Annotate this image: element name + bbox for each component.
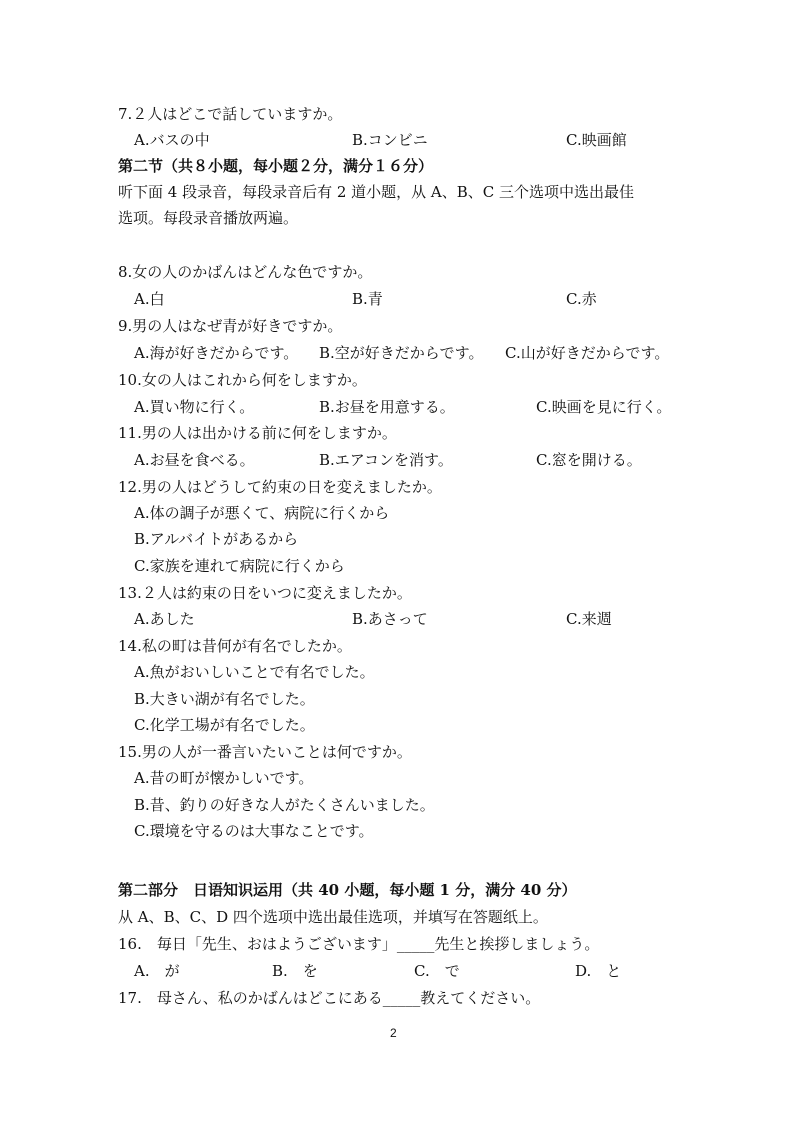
question-11-stem: 11.男の人は出かける前に何をしますか。 — [118, 424, 397, 442]
question-7-option-b: B.コンビニ — [352, 131, 428, 149]
question-9-stem: 9.男の人はなぜ青が好きですか。 — [118, 317, 343, 335]
question-14-option-c: C.化学工場が有名でした。 — [134, 716, 315, 734]
question-14-stem: 14.私の町は昔何が有名でしたか。 — [118, 637, 352, 655]
question-16-stem: 16. 毎日「先生、おはようございます」_____先生と挨拶しましょう。 — [118, 935, 600, 953]
question-9-option-b: B.空が好きだからです。 — [319, 344, 484, 362]
question-10-stem: 10.女の人はこれから何をしますか。 — [118, 371, 367, 389]
question-8-stem: 8.女の人のかばんはどんな色ですか。 — [118, 263, 373, 281]
question-10-option-b: B.お昼を用意する。 — [319, 398, 455, 416]
question-10-option-c: C.映画を見に行く。 — [536, 398, 672, 416]
question-14-option-a: A.魚がおいしいことで有名でした。 — [134, 663, 375, 681]
question-8-option-b: B.青 — [352, 290, 383, 308]
question-11-option-c: C.窓を開ける。 — [536, 451, 642, 469]
question-15-option-a: A.昔の町が懐かしいです。 — [134, 769, 314, 787]
question-15-stem: 15.男の人が一番言いたいことは何ですか。 — [118, 743, 412, 761]
page-number: 2 — [390, 1026, 397, 1040]
question-9-option-a: A.海が好きだからです。 — [134, 344, 299, 362]
question-12-stem: 12.男の人はどうして約束の日を変えましたか。 — [118, 478, 442, 496]
question-7-stem: 7.２人はどこで話していますか。 — [118, 105, 343, 123]
question-12-option-b: B.アルバイトがあるから — [134, 530, 299, 548]
question-13-option-b: B.あさって — [352, 610, 428, 628]
question-16-option-c: C. で — [414, 962, 460, 980]
question-10-option-a: A.買い物に行く。 — [134, 398, 255, 416]
question-9-option-c: C.山が好きだからです。 — [505, 344, 670, 362]
question-8-option-a: A.白 — [134, 290, 165, 308]
question-13-option-c: C.来週 — [566, 610, 612, 628]
question-16-option-b: B. を — [272, 962, 318, 980]
question-14-option-b: B.大きい湖が有名でした。 — [134, 690, 315, 708]
part-2-heading: 第二部分 日语知识运用（共 40 小题，每小题 1 分，满分 40 分） — [118, 881, 577, 899]
question-11-option-b: B.エアコンを消す。 — [319, 451, 453, 469]
question-15-option-c: C.環境を守るのは大事なことです。 — [134, 822, 374, 840]
section-2-heading: 第二节（共８小题，每小题２分，满分１６分） — [118, 157, 434, 175]
question-13-stem: 13.２人は約束の日をいつに変えましたか。 — [118, 584, 412, 602]
part-2-instruction: 从 A、B、C、D 四个选项中选出最佳选项，并填写在答题纸上。 — [118, 908, 548, 926]
question-7-option-c: C.映画館 — [566, 131, 627, 149]
question-7-option-a: A.バスの中 — [134, 131, 210, 149]
question-16-option-a: A. が — [134, 962, 180, 980]
question-17-stem: 17. 母さん、私のかばんはどこにある_____教えてください。 — [118, 989, 541, 1007]
question-13-option-a: A.あした — [134, 610, 195, 628]
question-12-option-c: C.家族を連れて病院に行くから — [134, 557, 345, 575]
question-11-option-a: A.お昼を食べる。 — [134, 451, 255, 469]
question-8-option-c: C.赤 — [566, 290, 597, 308]
question-16-option-d: D. と — [575, 962, 622, 980]
question-12-option-a: A.体の調子が悪くて、病院に行くから — [134, 504, 390, 522]
section-2-instruction-line-2: 选项。每段录音播放两遍。 — [118, 209, 299, 227]
question-15-option-b: B.昔、釣りの好きな人がたくさんいました。 — [134, 796, 435, 814]
section-2-instruction-line-1: 听下面 4 段录音，每段录音后有 2 道小题，从 A、B、C 三个选项中选出最佳 — [118, 183, 635, 201]
